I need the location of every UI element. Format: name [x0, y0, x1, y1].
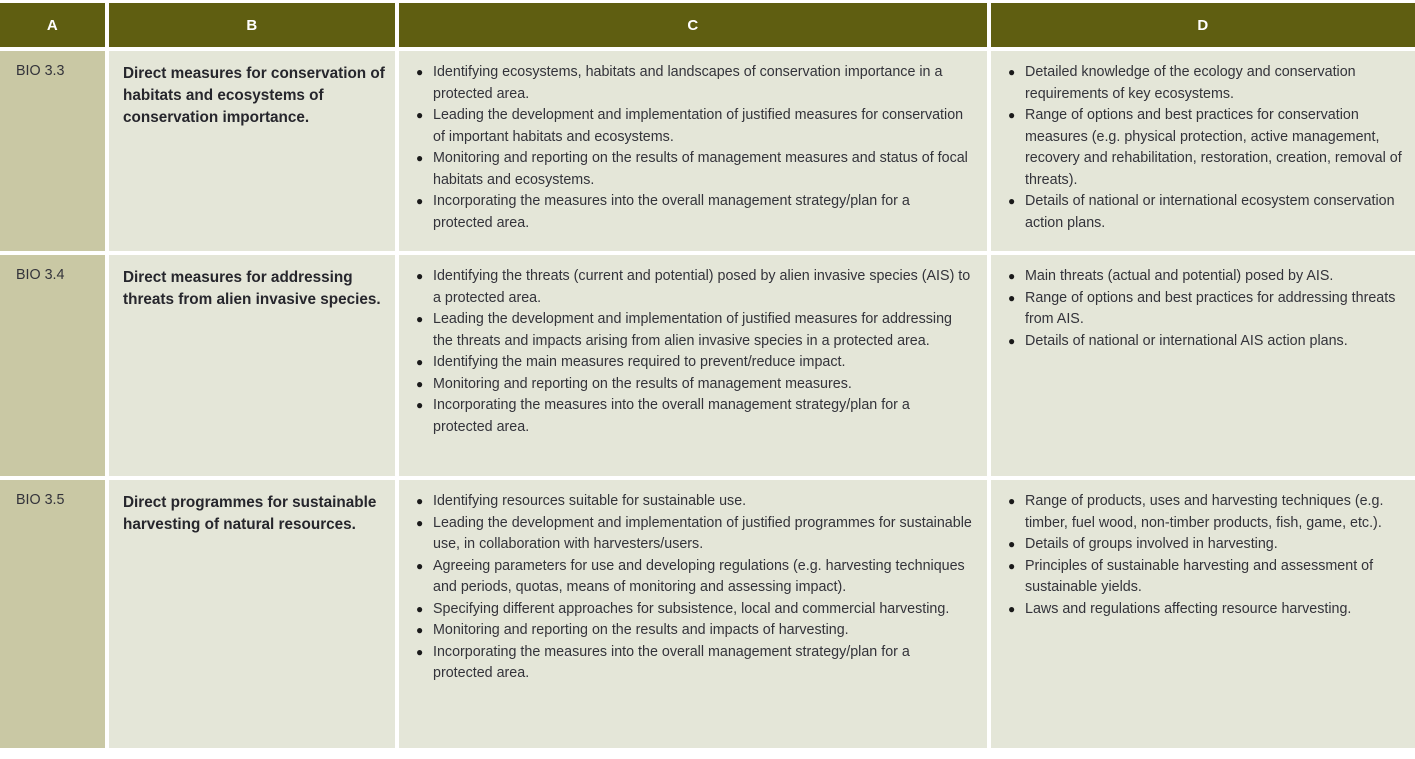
- bullet-item: [1008, 288, 1403, 331]
- bullet-text: Leading the development and implementation of justified measures for conservation of important habitats and ecosystems.: [433, 107, 964, 145]
- row-code: BIO 3.5: [16, 492, 65, 508]
- bullet-icon: ●: [1008, 65, 1016, 79]
- knowledge-cell: [991, 480, 1415, 748]
- competence-cell: [109, 255, 395, 476]
- row-code-cell: [0, 51, 105, 251]
- bullet-text: Leading the development and implementation of justified measures for addressing the threats and impacts arising from alien invasive species in a protected area.: [433, 311, 952, 349]
- table-row: [0, 255, 1415, 476]
- bullet-text: Monitoring and reporting on the results of management measures and status of focal habitats and ecosystems.: [433, 150, 968, 188]
- bullet-list: [416, 491, 973, 685]
- bullet-icon: ●: [416, 355, 424, 369]
- bullet-text: Laws and regulations affecting resource harvesting.: [1025, 600, 1352, 617]
- competence-table: [0, 3, 1415, 748]
- column-header-a: A: [0, 3, 105, 47]
- bullet-item: [416, 191, 973, 234]
- bullet-list: [1008, 491, 1403, 620]
- bullet-icon: ●: [416, 398, 424, 412]
- bullet-text: Range of options and best practices for conservation measures (e.g. physical protection, active management, recovery and rehabilitation, restoration, creation, removal of threats).: [1025, 107, 1402, 188]
- row-code-cell: [0, 255, 105, 476]
- bullet-item: [416, 642, 973, 685]
- bullet-icon: ●: [1008, 290, 1016, 305]
- competence-text: Direct programmes for sustainable harvesting of natural resources.: [123, 494, 377, 533]
- bullet-icon: ●: [1008, 494, 1016, 508]
- bullet-text: Identifying the threats (current and potential) posed by alien invasive species (AIS) to a protected area.: [433, 268, 971, 306]
- bullet-item: [416, 491, 973, 513]
- column-header-d: D: [991, 3, 1415, 47]
- bullet-text: Incorporating the measures into the overall management strategy/plan for a protected area.: [433, 643, 910, 681]
- competence-text: Direct measures for addressing threats from alien invasive species.: [123, 269, 381, 308]
- bullet-text: Details of groups involved in harvesting.: [1025, 536, 1278, 552]
- bullet-item: [1008, 191, 1403, 234]
- row-code: BIO 3.3: [16, 63, 65, 79]
- bullet-text: Leading the development and implementation of justified programmes for sustainable use, in collaboration with harvesters/users.: [433, 514, 972, 552]
- bullet-item: [1008, 599, 1403, 621]
- bullet-icon: ●: [416, 65, 424, 79]
- knowledge-cell: [991, 51, 1415, 251]
- bullet-text: Incorporating the measures into the overall management strategy/plan for a protected area.: [433, 193, 910, 231]
- bullet-icon: ●: [1008, 601, 1016, 616]
- bullet-item: [1008, 105, 1403, 191]
- bullet-item: [416, 62, 973, 105]
- row-code: BIO 3.4: [16, 267, 65, 283]
- bullet-item: [1008, 491, 1403, 534]
- bullet-item: [416, 352, 973, 374]
- bullet-icon: ●: [416, 151, 424, 165]
- bullet-item: [416, 620, 973, 642]
- bullet-item: [1008, 534, 1403, 556]
- bullet-icon: ●: [1008, 269, 1016, 283]
- bullet-text: Range of options and best practices for addressing threats from AIS.: [1025, 289, 1396, 327]
- bullet-icon: ●: [416, 515, 424, 530]
- bullet-list: [1008, 266, 1403, 352]
- bullet-text: Incorporating the measures into the overall management strategy/plan for a protected area.: [433, 397, 910, 435]
- bullet-item: [416, 513, 973, 556]
- bullet-item: [1008, 266, 1403, 288]
- bullet-icon: ●: [1008, 108, 1016, 122]
- bullet-icon: ●: [416, 108, 424, 122]
- bullet-item: [1008, 556, 1403, 599]
- bullet-item: [416, 148, 973, 191]
- bullet-text: Principles of sustainable harvesting and assessment of sustainable yields.: [1025, 557, 1374, 595]
- table-row: [0, 51, 1415, 251]
- bullet-icon: ●: [416, 601, 424, 616]
- bullet-text: Identifying the main measures required to prevent/reduce impact.: [433, 354, 846, 370]
- competence-cell: [109, 480, 395, 748]
- column-header-b: B: [109, 3, 395, 47]
- bullet-text: Monitoring and reporting on the results of management measures.: [433, 375, 852, 392]
- bullet-icon: ●: [416, 558, 424, 573]
- bullet-item: [1008, 62, 1403, 105]
- competence-text: Direct measures for conservation of habitats and ecosystems of conservation importance.: [123, 65, 385, 126]
- bullet-text: Detailed knowledge of the ecology and conservation requirements of key ecosystems.: [1025, 64, 1356, 102]
- bullet-icon: ●: [1008, 333, 1016, 348]
- row-code-cell: [0, 480, 105, 748]
- bullet-item: [416, 395, 973, 438]
- bullet-text: Main threats (actual and potential) posed by AIS.: [1025, 268, 1334, 284]
- bullet-text: Identifying resources suitable for sustainable use.: [433, 493, 747, 509]
- bullet-icon: ●: [416, 312, 424, 326]
- competence-cell: [109, 51, 395, 251]
- bullet-item: [416, 309, 973, 352]
- bullet-list: [416, 266, 973, 438]
- bullet-icon: ●: [1008, 558, 1016, 573]
- bullet-text: Agreeing parameters for use and developing regulations (e.g. harvesting techniques and periods, quotas, means of monitoring and assessing impact).: [433, 557, 965, 595]
- bullet-text: Monitoring and reporting on the results and impacts of harvesting.: [433, 622, 849, 638]
- bullet-icon: ●: [416, 644, 424, 659]
- skills-cell: [399, 480, 987, 748]
- bullet-text: Identifying ecosystems, habitats and landscapes of conservation importance in a protected area.: [433, 64, 943, 102]
- bullet-item: [416, 599, 973, 621]
- bullet-icon: ●: [1008, 194, 1016, 208]
- bullet-icon: ●: [416, 376, 424, 391]
- bullet-text: Details of national or international AIS action plans.: [1025, 332, 1348, 349]
- bullet-item: [416, 266, 973, 309]
- bullet-icon: ●: [416, 269, 424, 283]
- bullet-icon: ●: [1008, 537, 1016, 551]
- bullet-icon: ●: [416, 623, 424, 637]
- bullet-text: Specifying different approaches for subsistence, local and commercial harvesting.: [433, 600, 950, 617]
- knowledge-cell: [991, 255, 1415, 476]
- table-header-row: [0, 3, 1415, 47]
- bullet-item: [416, 556, 973, 599]
- skills-cell: [399, 51, 987, 251]
- bullet-item: [1008, 331, 1403, 353]
- bullet-item: [416, 374, 973, 396]
- bullet-text: Details of national or international ecosystem conservation action plans.: [1025, 193, 1395, 231]
- bullet-icon: ●: [416, 194, 424, 208]
- bullet-list: [1008, 62, 1403, 234]
- skills-cell: [399, 255, 987, 476]
- bullet-icon: ●: [416, 494, 424, 508]
- bullet-list: [416, 62, 973, 234]
- bullet-text: Range of products, uses and harvesting techniques (e.g. timber, fuel wood, non-timber products, fish, game, etc.).: [1025, 493, 1384, 531]
- bullet-item: [416, 105, 973, 148]
- column-header-c: C: [399, 3, 987, 47]
- table-row: [0, 480, 1415, 748]
